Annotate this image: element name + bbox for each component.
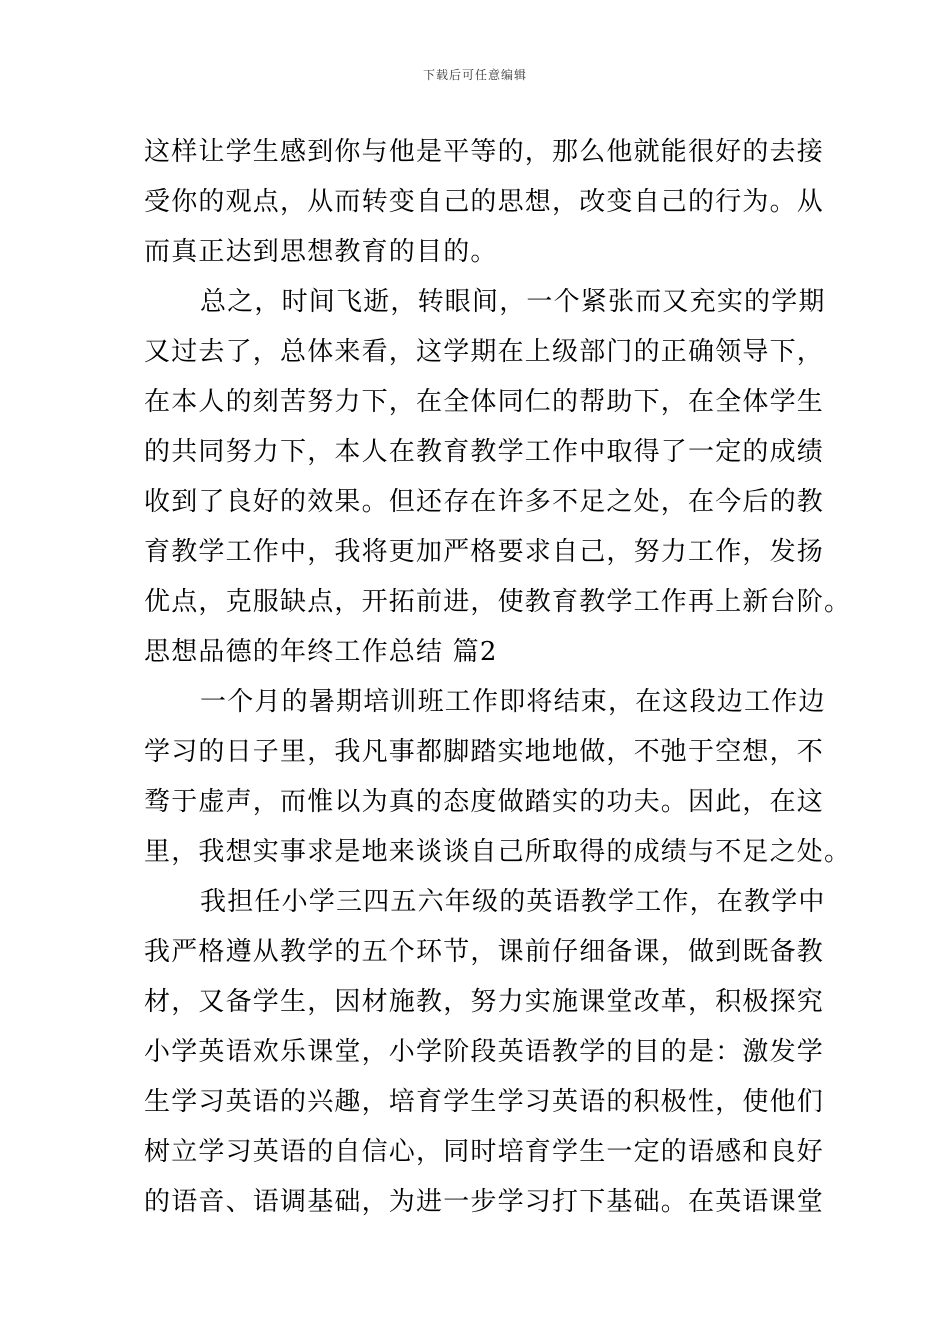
section-heading: 思想品德的年终工作总结 篇2 xyxy=(144,637,498,667)
text-line: 生学习英语的兴趣，培育学生学习英语的积极性，使他们 xyxy=(144,1087,825,1117)
text-line: 这样让学生感到你与他是平等的，那么他就能很好的去接 xyxy=(144,137,825,167)
text-line: 骛于虚声，而惟以为真的态度做踏实的功夫。因此，在这 xyxy=(144,787,825,817)
text-line: 总之，时间飞逝，转眼间，一个紧张而又充实的学期 xyxy=(200,287,826,317)
text-line: 我严格遵从教学的五个环节，课前仔细备课，做到既备教 xyxy=(144,937,825,967)
text-line: 树立学习英语的自信心，同时培育学生一定的语感和良好 xyxy=(144,1137,825,1167)
text-line: 受你的观点，从而转变自己的思想，改变自己的行为。从 xyxy=(144,187,825,217)
paragraph-4 xyxy=(144,877,826,1227)
page-header: 下载后可任意编辑 xyxy=(422,68,527,82)
paragraph-3 xyxy=(144,677,852,877)
document-body xyxy=(144,127,852,1227)
text-line: 一个月的暑期培训班工作即将结束，在这段边工作边 xyxy=(200,687,826,717)
text-line: 而真正达到思想教育的目的。 xyxy=(144,237,498,267)
text-line: 的共同努力下，本人在教育教学工作中取得了一定的成绩 xyxy=(144,437,825,467)
text-line: 的语音、语调基础，为进一步学习打下基础。在英语课堂 xyxy=(144,1187,825,1217)
text-line: 学习的日子里，我凡事都脚踏实地地做，不弛于空想，不 xyxy=(144,737,825,767)
paragraph-2 xyxy=(144,277,852,627)
text-line: 在本人的刻苦努力下，在全体同仁的帮助下，在全体学生 xyxy=(144,387,825,417)
text-line: 优点，克服缺点，开拓前进，使教育教学工作再上新台阶。 xyxy=(144,587,852,617)
text-line: 育教学工作中，我将更加严格要求自己，努力工作，发扬 xyxy=(144,537,825,567)
text-line: 我担任小学三四五六年级的英语教学工作，在教学中 xyxy=(200,887,826,917)
text-line: 收到了良好的效果。但还存在许多不足之处，在今后的教 xyxy=(144,487,825,517)
text-line: 又过去了，总体来看，这学期在上级部门的正确领导下， xyxy=(144,337,825,367)
text-line: 里，我想实事求是地来谈谈自己所取得的成绩与不足之处。 xyxy=(144,837,852,867)
text-line: 材，又备学生，因材施教，努力实施课堂改革，积极探究 xyxy=(144,987,825,1017)
paragraph-1 xyxy=(144,127,825,277)
text-line: 小学英语欢乐课堂，小学阶段英语教学的目的是：激发学 xyxy=(144,1037,825,1067)
